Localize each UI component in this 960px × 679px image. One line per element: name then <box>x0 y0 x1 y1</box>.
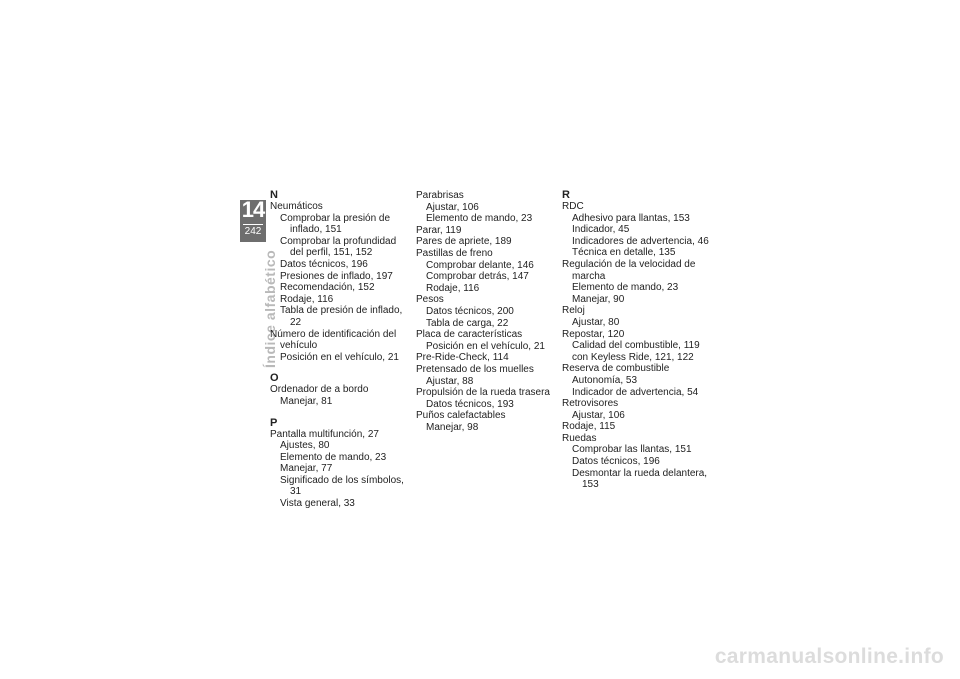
index-subentry: Datos técnicos, 196 <box>572 456 660 468</box>
index-entry: Rodaje, 115 <box>562 421 616 433</box>
index-entry: Reserva de combustible <box>562 363 670 375</box>
index-subentry: Ajustar, 106 <box>426 201 479 213</box>
index-letter: O <box>270 372 279 385</box>
index-subentry: Datos técnicos, 193 <box>426 398 514 410</box>
index-column-3 <box>562 190 712 491</box>
index-subentry: Datos técnicos, 200 <box>426 305 514 317</box>
index-subentry: Manejar, 77 <box>280 463 333 475</box>
index-subentry: Indicador, 45 <box>572 224 630 236</box>
chapter-divider <box>243 224 263 225</box>
index-subentry: Elemento de mando, 23 <box>572 282 679 294</box>
index-entry: Ordenador de a bordo <box>270 384 369 396</box>
index-subentry: Comprobar la profundidad del perfil, 151, 152 <box>280 235 397 259</box>
index-subentry: Significado de los símbolos, 31 <box>280 474 404 498</box>
index-subentry: Recomendación, 152 <box>280 282 375 294</box>
index-subentry: Comprobar detrás, 147 <box>426 271 529 283</box>
index-subentry: Indicador de advertencia, 54 <box>572 386 699 398</box>
index-entry: Repostar, 120 <box>562 328 625 340</box>
index-subentry: Ajustar, 88 <box>426 375 474 387</box>
index-letter: R <box>562 189 570 201</box>
index-entry: Número de identificación del vehículo <box>270 328 397 352</box>
index-subentry: Posición en el vehículo, 21 <box>426 340 545 352</box>
index-column-1 <box>270 190 410 510</box>
index-subentry: Calidad del combustible, 119 <box>572 340 700 352</box>
index-entry: Pretensado de los muelles <box>416 363 534 375</box>
index-subentry: Adhesivo para llantas, 153 <box>572 212 690 224</box>
index-entry: Pesos <box>416 294 444 306</box>
index-subentry: Elemento de mando, 23 <box>280 451 387 463</box>
index-entry: Parabrisas <box>416 190 464 201</box>
index-subentry: Comprobar la presión de inflado, 151 <box>280 212 391 236</box>
index-subentry: Vista general, 33 <box>280 498 355 510</box>
index-subentry: Desmontar la rueda delantera, 153 <box>572 467 708 491</box>
index-entry: Pastillas de freno <box>416 247 493 259</box>
index-subentry: Ajustar, 80 <box>572 316 620 328</box>
index-letter: P <box>270 416 278 429</box>
index-subentry: Rodaje, 116 <box>426 282 480 294</box>
index-letter: N <box>270 189 278 201</box>
index-subentry: Tabla de presión de inflado, 22 <box>280 305 403 328</box>
index-subentry: Elemento de mando, 23 <box>426 213 533 225</box>
index-entry: Pares de apriete, 189 <box>416 236 512 248</box>
index-entry: Propulsión de la rueda trasera <box>416 387 550 399</box>
index-subentry: Rodaje, 116 <box>280 293 334 305</box>
index-subentry: Manejar, 81 <box>280 395 333 407</box>
watermark: carmanualsonline.info <box>714 645 944 668</box>
index-subentry: Presiones de inflado, 197 <box>280 270 393 282</box>
index-subentry: Manejar, 98 <box>426 421 479 433</box>
index-subentry: Indicadores de advertencia, 46 <box>572 235 709 247</box>
index-subentry: Tabla de carga, 22 <box>426 317 509 329</box>
chapter-number: 14 <box>241 197 265 222</box>
index-entry: Neumáticos <box>270 201 323 212</box>
index-subentry: Comprobar delante, 146 <box>426 259 534 271</box>
index-subentry: Autonomía, 53 <box>572 374 638 386</box>
index-subentry: Manejar, 90 <box>572 293 625 305</box>
index-subentry: con Keyless Ride, 121, 122 <box>572 351 694 363</box>
index-entry: Pre-Ride-Check, 114 <box>416 352 509 364</box>
page-number: 242 <box>244 226 262 237</box>
index-entry: Ruedas <box>562 432 597 444</box>
index-entry: RDC <box>562 201 584 212</box>
index-subentry: Ajustar, 106 <box>572 409 625 421</box>
section-side-title: Índice alfabético <box>262 249 278 368</box>
index-subentry: Datos técnicos, 196 <box>280 258 368 270</box>
index-entry: Pantalla multifunción, 27 <box>270 428 379 440</box>
index-subentry: Comprobar las llantas, 151 <box>572 444 692 456</box>
index-entry: Puños calefactables <box>416 410 506 422</box>
index-subentry: Ajustes, 80 <box>280 440 330 452</box>
index-subentry: Posición en el vehículo, 21 <box>280 351 399 363</box>
index-entry: Regulación de la velocidad de marcha <box>562 258 696 282</box>
index-entry: Retrovisores <box>562 398 619 410</box>
index-entry: Placa de características <box>416 329 523 341</box>
index-entry: Parar, 119 <box>416 224 462 236</box>
index-entry: Reloj <box>562 305 585 317</box>
index-subentry: Técnica en detalle, 135 <box>572 247 676 259</box>
index-column-2 <box>416 190 554 433</box>
